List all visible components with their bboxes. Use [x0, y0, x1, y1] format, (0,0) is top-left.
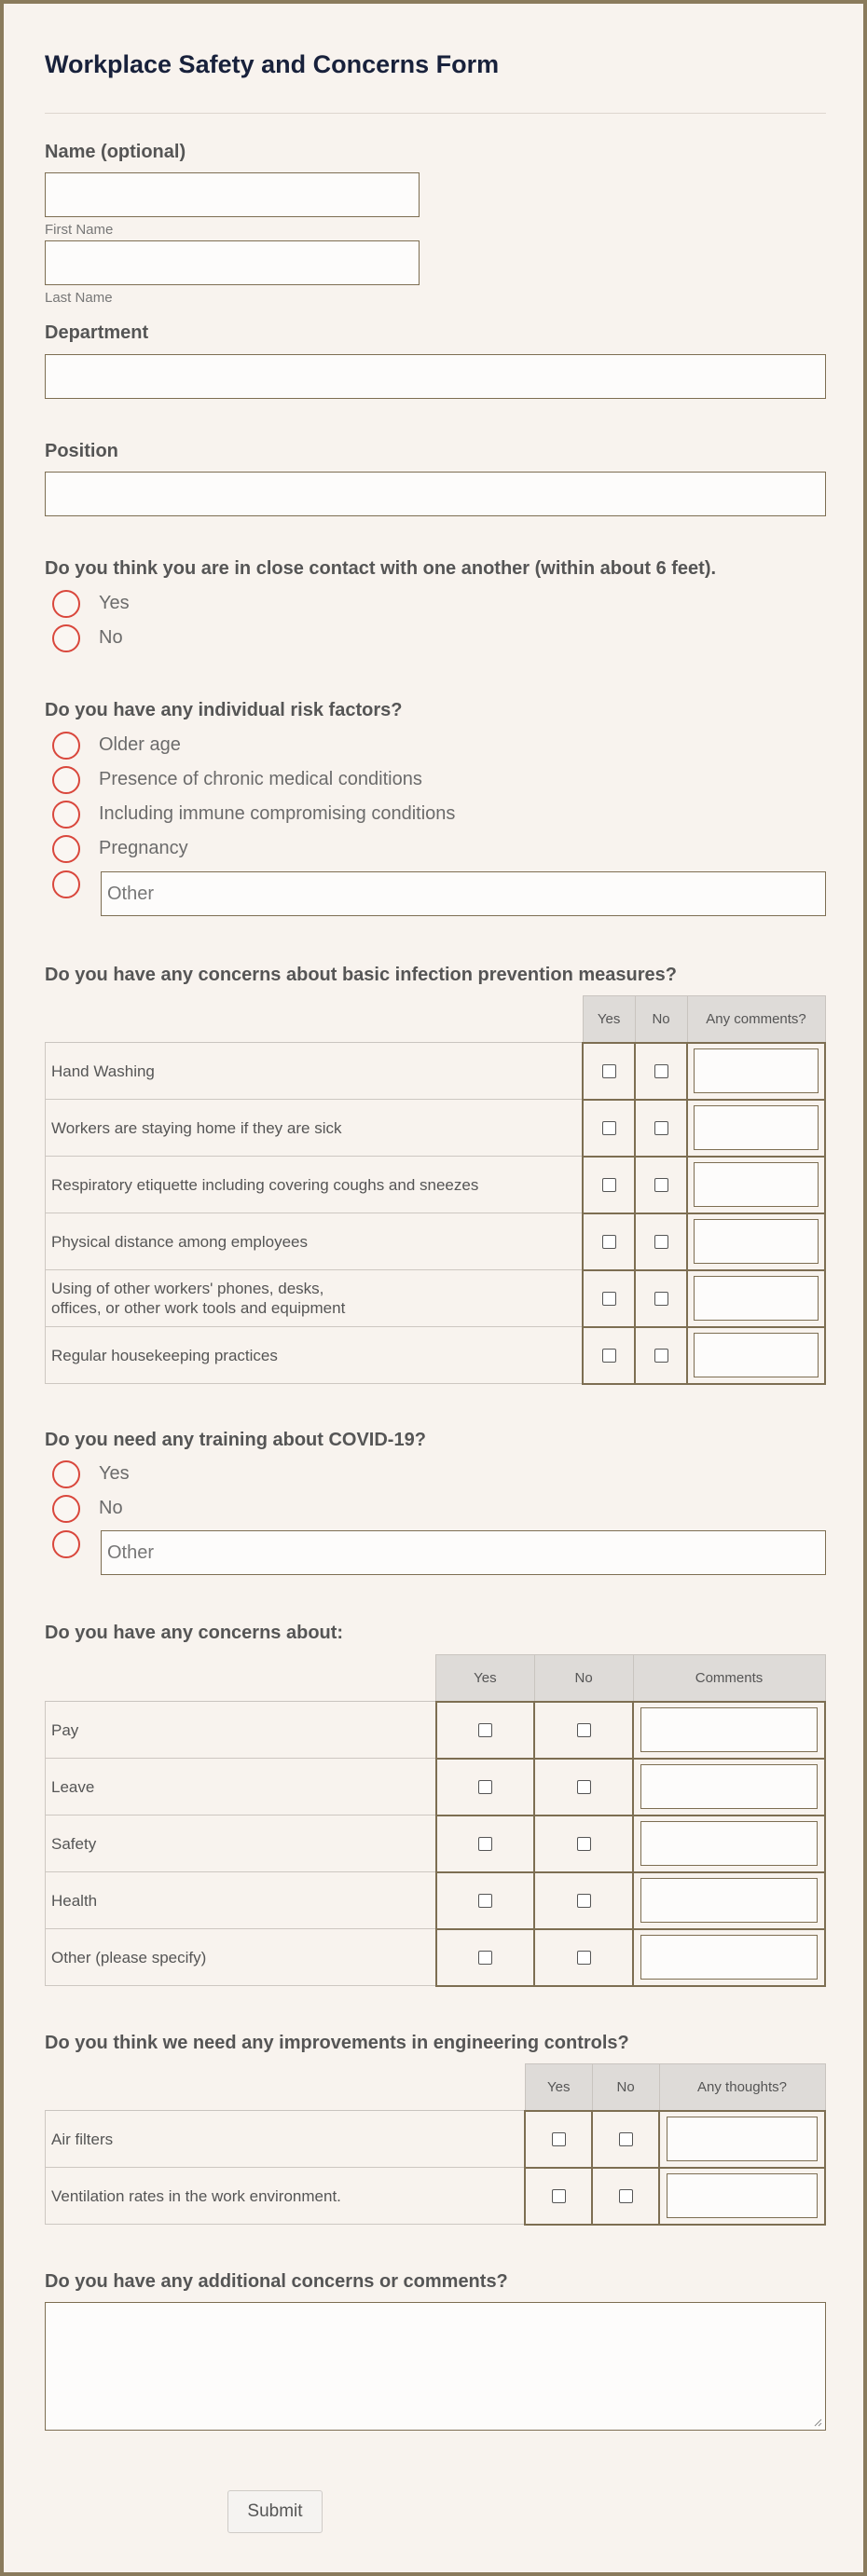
row-label	[46, 2111, 526, 2168]
row-label	[46, 1702, 436, 1759]
row-label	[46, 1157, 584, 1213]
radio-button[interactable]	[52, 624, 80, 652]
comment-input[interactable]	[694, 1048, 819, 1093]
risk-question: Do you have any individual risk factors?	[45, 700, 403, 720]
position-input[interactable]	[45, 472, 826, 516]
row-label	[46, 1327, 584, 1384]
risk-other-input[interactable]: Other	[101, 871, 826, 916]
row-label-text: Regular housekeeping practices	[51, 1346, 278, 1364]
comment-input[interactable]	[694, 1219, 819, 1264]
form-title: Workplace Safety and Concerns Form	[45, 50, 500, 78]
table-row	[46, 1872, 826, 1929]
column-header-no: No	[534, 1655, 633, 1702]
radio-button[interactable]	[52, 590, 80, 618]
position-label: Position	[45, 441, 118, 461]
radio-button[interactable]	[52, 766, 80, 794]
column-header-yes: Yes	[525, 2064, 592, 2111]
no-checkbox[interactable]	[654, 1064, 668, 1078]
column-header-comments: Any comments?	[687, 996, 825, 1043]
radio-button[interactable]	[52, 1530, 80, 1558]
name-label: Name (optional)	[45, 142, 186, 162]
row-label-text: Safety	[51, 1834, 97, 1853]
no-checkbox[interactable]	[654, 1292, 668, 1306]
comment-input[interactable]	[694, 1276, 819, 1321]
additional-question: Do you have any additional concerns or comments?	[45, 2271, 508, 2292]
radio-button[interactable]	[52, 835, 80, 863]
concerns-matrix	[45, 1654, 826, 1987]
row-label	[46, 1929, 436, 1986]
table-row	[46, 1327, 826, 1384]
comment-input[interactable]	[640, 1821, 818, 1866]
column-header-comments: Comments	[633, 1655, 825, 1702]
row-label-text: Using of other workers' phones, desks,	[51, 1280, 324, 1297]
row-label	[46, 1872, 436, 1929]
yes-checkbox[interactable]	[602, 1349, 616, 1363]
row-label-text: Health	[51, 1891, 98, 1910]
yes-checkbox[interactable]	[552, 2132, 566, 2146]
yes-checkbox[interactable]	[552, 2189, 566, 2203]
table-row	[46, 1043, 826, 1100]
row-label-text: Physical distance among employees	[51, 1232, 308, 1251]
radio-label: Including immune compromising conditions	[99, 803, 456, 824]
table-row	[46, 1213, 826, 1270]
row-label	[46, 2168, 526, 2225]
department-input[interactable]	[45, 354, 826, 399]
column-header-yes: Yes	[436, 1655, 535, 1702]
row-label-text: Hand Washing	[51, 1062, 155, 1080]
radio-label: Presence of chronic medical conditions	[99, 769, 422, 789]
yes-checkbox[interactable]	[478, 1723, 492, 1737]
yes-checkbox[interactable]	[478, 1894, 492, 1908]
no-checkbox[interactable]	[654, 1178, 668, 1192]
row-label	[46, 1759, 436, 1816]
first-name-sublabel: First Name	[45, 222, 114, 238]
row-label-text: Other (please specify)	[51, 1948, 207, 1966]
comment-input[interactable]	[694, 1105, 819, 1150]
column-header-yes: Yes	[583, 996, 635, 1043]
table-row	[46, 1157, 826, 1213]
yes-checkbox[interactable]	[602, 1178, 616, 1192]
no-checkbox[interactable]	[654, 1235, 668, 1249]
training-other-input[interactable]: Other	[101, 1530, 826, 1575]
no-checkbox[interactable]	[619, 2132, 633, 2146]
comment-input[interactable]	[640, 1764, 818, 1809]
table-row	[46, 2168, 826, 2225]
row-label-text: Ventilation rates in the work environment.	[51, 2186, 341, 2205]
contact-question: Do you think you are in close contact with one another (within about 6 feet).	[45, 558, 717, 579]
column-header-thoughts: Any thoughts?	[659, 2064, 825, 2111]
row-label-text: offices, or other work tools and equipment	[51, 1299, 346, 1317]
row-label-text: Air filters	[51, 2130, 114, 2148]
yes-checkbox[interactable]	[602, 1292, 616, 1306]
row-label-text: Respiratory etiquette including covering coughs and sneezes	[51, 1175, 479, 1194]
last-name-sublabel: Last Name	[45, 290, 113, 306]
row-label	[46, 1816, 436, 1872]
row-label	[46, 1043, 584, 1100]
table-row	[46, 1759, 826, 1816]
radio-button[interactable]	[52, 732, 80, 760]
no-checkbox[interactable]	[619, 2189, 633, 2203]
radio-button[interactable]	[52, 870, 80, 898]
comment-input[interactable]	[640, 1935, 818, 1980]
comment-input[interactable]	[640, 1707, 818, 1752]
table-row	[46, 1702, 826, 1759]
additional-comments-textarea[interactable]	[45, 2302, 826, 2431]
comment-input[interactable]	[694, 1162, 819, 1207]
radio-button[interactable]	[52, 1495, 80, 1523]
radio-label: Yes	[99, 1463, 130, 1484]
no-checkbox[interactable]	[577, 1723, 591, 1737]
thoughts-input[interactable]	[667, 2117, 818, 2161]
radio-label: Pregnancy	[99, 838, 188, 858]
yes-checkbox[interactable]	[478, 1780, 492, 1794]
first-name-input[interactable]	[45, 172, 420, 217]
column-header-no: No	[592, 2064, 659, 2111]
yes-checkbox[interactable]	[602, 1235, 616, 1249]
table-row	[46, 1929, 826, 1986]
concerns-question: Do you have any concerns about:	[45, 1623, 344, 1643]
row-label	[46, 1100, 584, 1157]
engineering-question: Do you think we need any improvements in engineering controls?	[45, 2033, 629, 2053]
no-checkbox[interactable]	[654, 1121, 668, 1135]
matrix-corner	[46, 2064, 526, 2111]
row-label-text: Workers are staying home if they are sick	[51, 1118, 342, 1137]
submit-button[interactable]: Submit	[227, 2490, 323, 2533]
comment-input[interactable]	[640, 1878, 818, 1923]
column-header-no: No	[635, 996, 687, 1043]
yes-checkbox[interactable]	[478, 1951, 492, 1965]
radio-button[interactable]	[52, 801, 80, 829]
engineering-matrix	[45, 2063, 826, 2226]
row-label-text: Leave	[51, 1777, 95, 1796]
radio-label: No	[99, 627, 123, 648]
radio-button[interactable]	[52, 1460, 80, 1488]
radio-label: Older age	[99, 734, 181, 755]
yes-checkbox[interactable]	[478, 1837, 492, 1851]
infection-question: Do you have any concerns about basic infection prevention measures?	[45, 965, 677, 985]
matrix-corner	[46, 1655, 436, 1702]
no-checkbox[interactable]	[577, 1780, 591, 1794]
table-row	[46, 1100, 826, 1157]
matrix-corner	[46, 996, 584, 1043]
radio-label: No	[99, 1498, 123, 1518]
title-divider	[45, 113, 826, 114]
table-row	[46, 2111, 826, 2168]
comment-input[interactable]	[694, 1333, 819, 1377]
no-checkbox[interactable]	[577, 1951, 591, 1965]
yes-checkbox[interactable]	[602, 1064, 616, 1078]
no-checkbox[interactable]	[654, 1349, 668, 1363]
no-checkbox[interactable]	[577, 1894, 591, 1908]
table-row	[46, 1270, 826, 1327]
department-label: Department	[45, 322, 149, 343]
no-checkbox[interactable]	[577, 1837, 591, 1851]
infection-matrix	[45, 995, 826, 1385]
training-question: Do you need any training about COVID-19?	[45, 1430, 426, 1450]
row-label	[46, 1213, 584, 1270]
row-label-text: Pay	[51, 1720, 79, 1739]
yes-checkbox[interactable]	[602, 1121, 616, 1135]
thoughts-input[interactable]	[667, 2173, 818, 2218]
last-name-input[interactable]	[45, 240, 420, 285]
resize-grip-icon[interactable]	[813, 2418, 822, 2427]
row-label	[46, 1270, 584, 1327]
radio-label: Yes	[99, 593, 130, 613]
table-row	[46, 1816, 826, 1872]
